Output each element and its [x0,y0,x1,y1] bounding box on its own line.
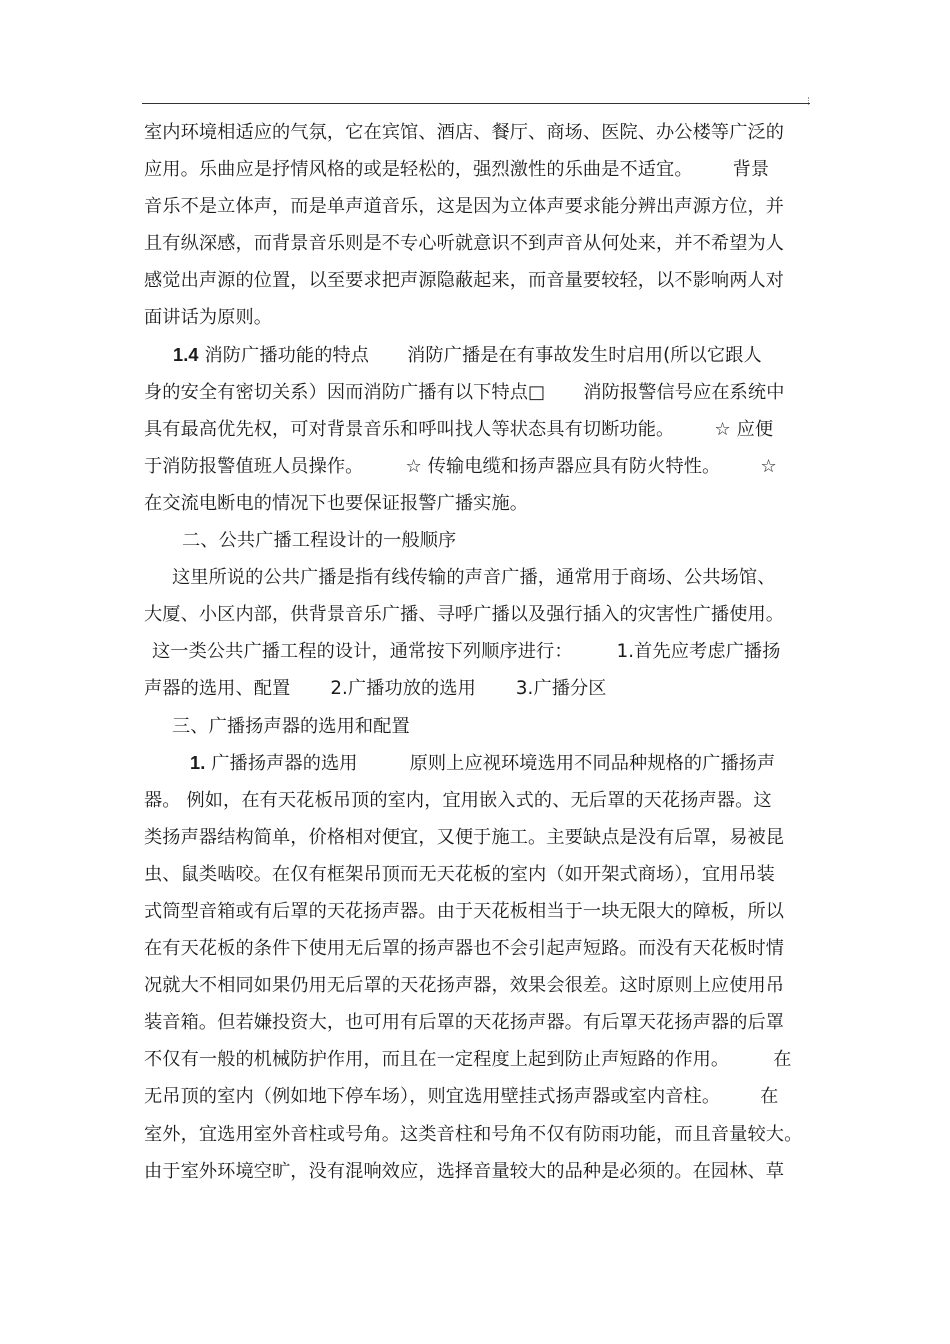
text-line [144,411,808,448]
section-title: 三、广播扬声器的选用和配置 [172,715,410,737]
text-segment: 消防报警信号应在系统中 [583,381,785,403]
text-segment: 器。 例如，在有天花板吊顶的室内，宜用嵌入式的、无后罩的天花扬声器。这 [144,789,772,811]
text-segment: 2.广播功放的选用 [330,678,476,700]
text-segment: 身的安全有密切关系）因而消防广播有以下特点 [144,381,529,403]
document-body [144,114,808,1190]
text-segment: 于消防报警值班人员操作。 [144,455,364,477]
text-segment: 类扬声器结构简单，价格相对便宜，又便于施工。主要缺点是没有后罩，易被昆 [144,826,785,848]
section-heading-1-4 [144,337,808,374]
text-segment: 这里所说的公共广播是指有线传输的声音广播，通常用于商场、公共场馆、 [172,567,776,589]
text-line [144,596,808,633]
text-segment: 3.广播分区 [515,678,607,700]
text-line [144,633,808,670]
section-heading-2 [144,522,808,559]
text-line [144,299,808,336]
text-segment: 无吊顶的室内（例如地下停车场），则宜选用壁挂式扬声器或室内音柱。 [144,1086,721,1108]
text-line [144,485,808,522]
text-segment: 具有最高优先权，可对背景音乐和呼叫找人等状态具有切断功能。 [144,418,675,440]
text-line [144,374,808,411]
text-line [144,670,808,707]
text-segment: 在交流电断电的情况下也要保证报警广播实施。 [144,492,529,514]
text-line [144,1041,808,1078]
text-segment: 感觉出声源的位置，以至要求把声源隐蔽起来，而音量要较轻，以不影响两人对 [144,270,785,292]
star-bullet-text: ☆ 应便 [714,418,774,440]
text-line [144,1116,808,1153]
text-line [144,1004,808,1041]
text-segment: 原则上应视环境选用不同品种规格的广播扬声 [409,752,776,774]
section-title: 二、公共广播工程设计的一般顺序 [182,530,457,552]
text-line [144,893,808,930]
subsection-number: 1. [190,752,206,773]
section-heading-3 [144,708,808,745]
text-line [144,1078,808,1115]
text-segment: 背景 [732,159,770,181]
text-segment: 消防广播是在有事故发生时启用(所以它跟人 [407,344,762,366]
text-line [144,448,808,485]
text-segment: 面讲话为原则。 [144,307,273,329]
text-line [144,930,808,967]
text-segment: 装音箱。但若嫌投资大，也可用有后罩的天花扬声器。有后罩天花扬声器的后罩 [144,1012,785,1034]
text-segment: 应用。乐曲应是抒情风格的或是轻松的，强烈激性的乐曲是不适宜。 [144,159,693,181]
star-bullet-text: ☆ 传输电缆和扬声器应具有防火特性。 [405,455,721,477]
section-title: 消防广播功能的特点 [204,344,370,366]
text-segment: 音乐不是立体声，而是单声道音乐，这是因为立体声要求能分辨出声源方位，并 [144,196,785,218]
text-segment: 在有天花板的条件下使用无后罩的扬声器也不会引起声短路。而没有天花板时情 [144,938,785,960]
subsection-title: 广播扬声器的选用 [211,752,358,774]
text-segment: 况就大不相同如果仍用无后罩的天花扬声器，效果会很差。这时原则上应使用吊 [144,975,785,997]
text-line [144,225,808,262]
header-rule [142,103,810,104]
text-segment: 1.首先应考虑广播扬 [616,641,781,663]
text-segment: 大厦、小区内部，供背景音乐广播、寻呼广播以及强行插入的灾害性广播使用。 [144,604,785,626]
text-segment: 室内环境相适应的气氛，它在宾馆、酒店、餐厅、商场、医院、办公楼等广泛的 [144,122,785,143]
text-line [144,1153,808,1190]
text-segment: 不仅有一般的机械防护作用，而且在一定程度上起到防止声短路的作用。 [144,1049,730,1071]
star-icon: ☆ [760,455,777,477]
text-segment: 且有纵深感，而背景音乐则是不专心听就意识不到声音从何处来，并不希望为人 [144,233,785,255]
text-segment: 虫、鼠类啮咬。在仅有框架吊顶而无天花板的室内（如开架式商场），宜用吊装 [144,863,775,885]
text-line [144,151,808,188]
header-rule-marker [808,97,809,105]
section-number: 1.4 [173,344,199,365]
text-line [144,967,808,1004]
text-segment: 这一类公共广播工程的设计，通常按下列顺序进行： [152,641,573,663]
subsection-heading-1 [144,745,808,782]
text-segment: 式筒型音箱或有后罩的天花扬声器。由于天花板相当于一块无限大的障板，所以 [144,900,785,922]
text-line [144,559,808,596]
text-segment: 由于室外环境空旷，没有混响效应，选择音量较大的品种是必须的。在园林、草 [144,1160,785,1182]
text-line [144,262,808,299]
text-segment: 在 [760,1086,779,1108]
text-segment: 声器的选用、配置 [144,678,291,700]
text-line [144,819,808,856]
text-segment: 在 [773,1049,792,1071]
text-segment: 室外，宜选用室外音柱或号角。这类音柱和号角不仅有防雨功能，而且音量较大。 [144,1123,803,1145]
text-line [144,188,808,225]
text-line [144,114,808,151]
text-line [144,856,808,893]
missing-glyph-box: □ [528,381,546,403]
text-line [144,782,808,819]
